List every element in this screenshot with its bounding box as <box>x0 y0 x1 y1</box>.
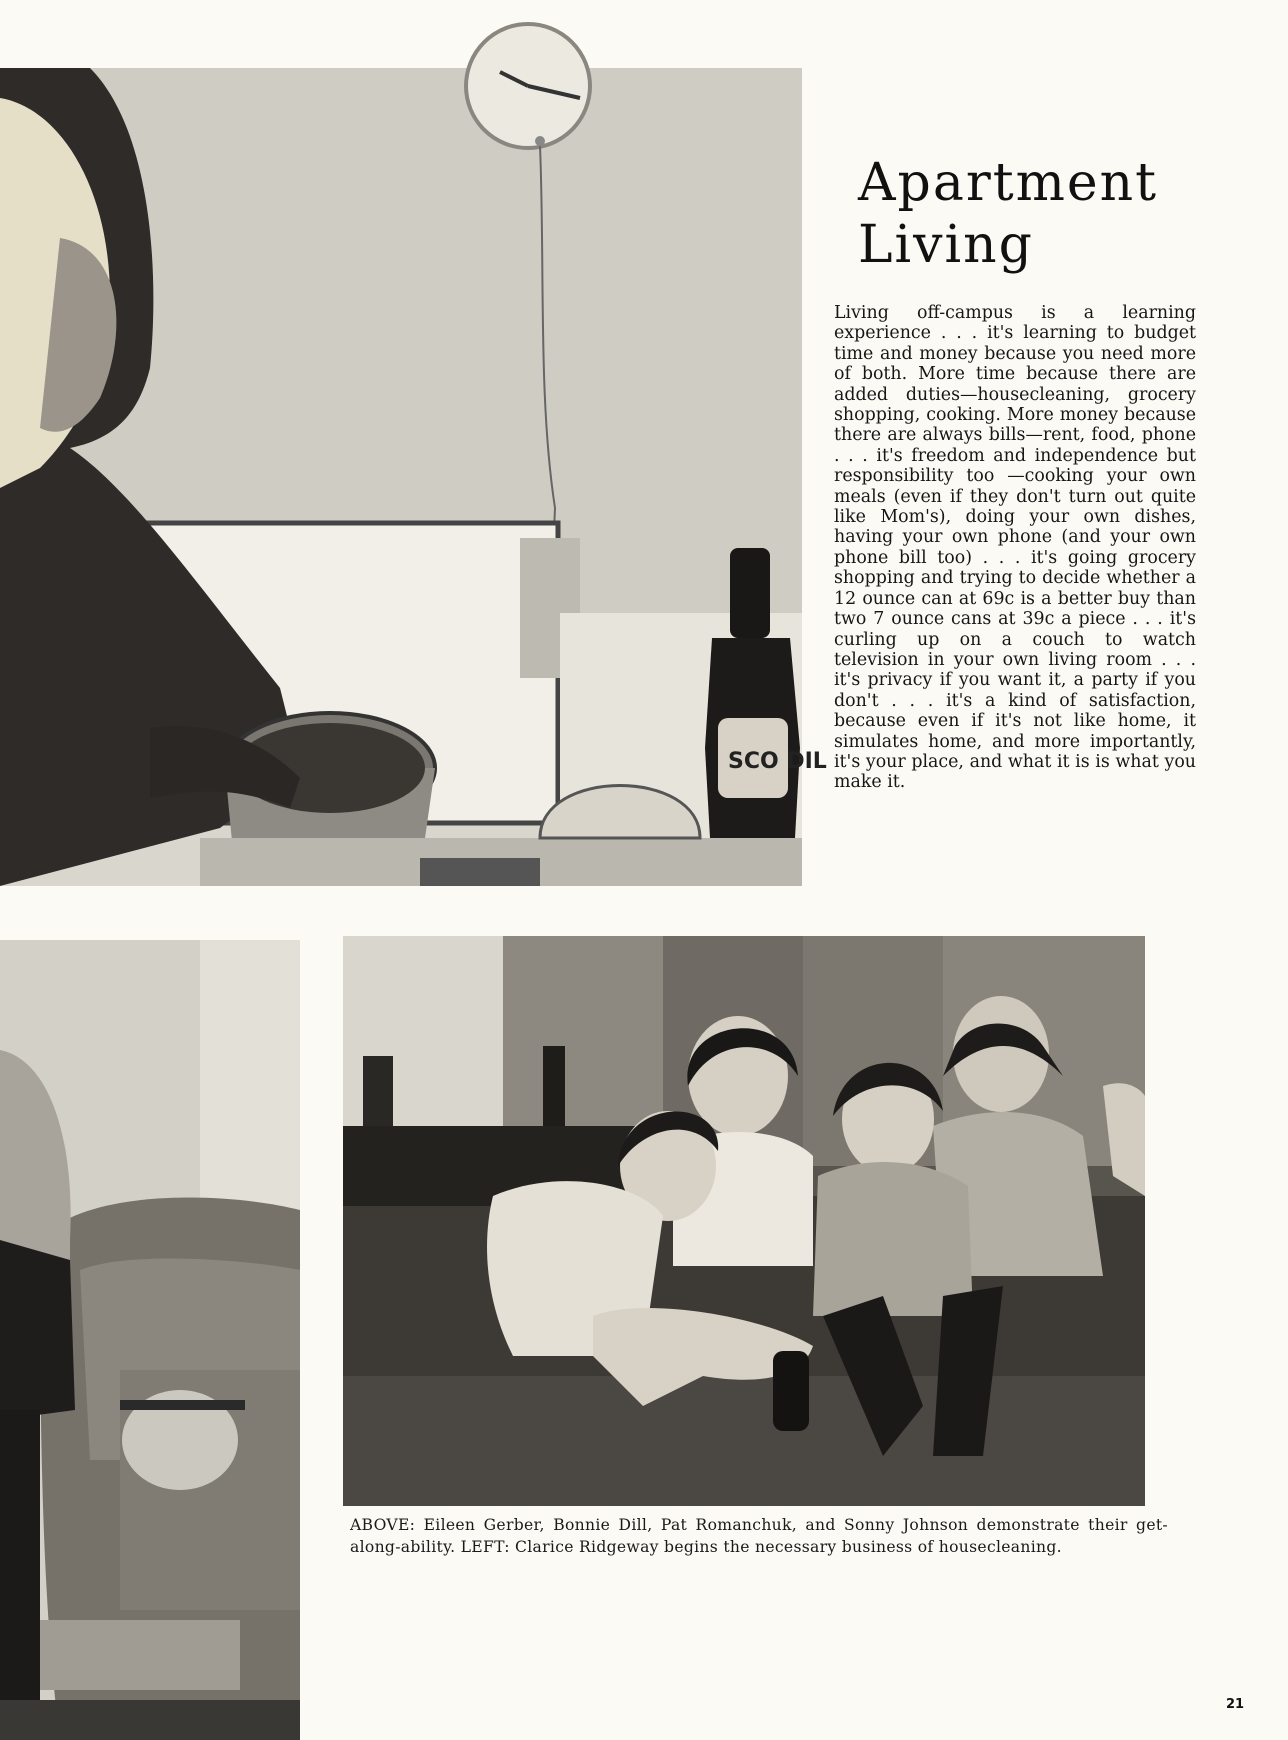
group-photo <box>343 936 1145 1506</box>
kitchen-photo <box>0 68 827 886</box>
article-body: Living off-campus is a learning experience . . . it's learning to budget time and money because you need more of both. More time because there are added duties—housecleaning, grocery shopping, cooking. More money because there are always bills—rent, food, phone . . . it's freedom and independence but responsibility too —cooking your own meals (even if they don't turn out quite like Mom's), doing your own dishes, having your own phone (and your own phone bill too) . . . it's going grocery shopping and trying to decide whether a 12 ounce can at 69c is a better buy than two 7 ounce cans at 39c a piece . . . it's curling up on a couch to watch television in your own living room . . . it's privacy if you want it, a party if you don't . . . it's a kind of satisfaction, because even if it's not like home, it simulates home, and more importantly, it's your place, and what it is is what you make it. <box>834 303 1196 793</box>
article-title <box>858 152 1278 276</box>
living-room-photo <box>0 940 300 1740</box>
article-title-line-2: Living <box>858 215 1034 275</box>
article-title-line-1: Apartment <box>858 153 1159 213</box>
bottle-label: SCO DIL <box>728 749 827 774</box>
photo-caption: ABOVE: Eileen Gerber, Bonnie Dill, Pat Romanchuk, and Sonny Johnson demonstrate their get-along-ability. LEFT: Clarice Ridgeway begins the necessary business of housecleaning. <box>350 1516 1168 1556</box>
page-number: 21 <box>1226 1697 1245 1712</box>
